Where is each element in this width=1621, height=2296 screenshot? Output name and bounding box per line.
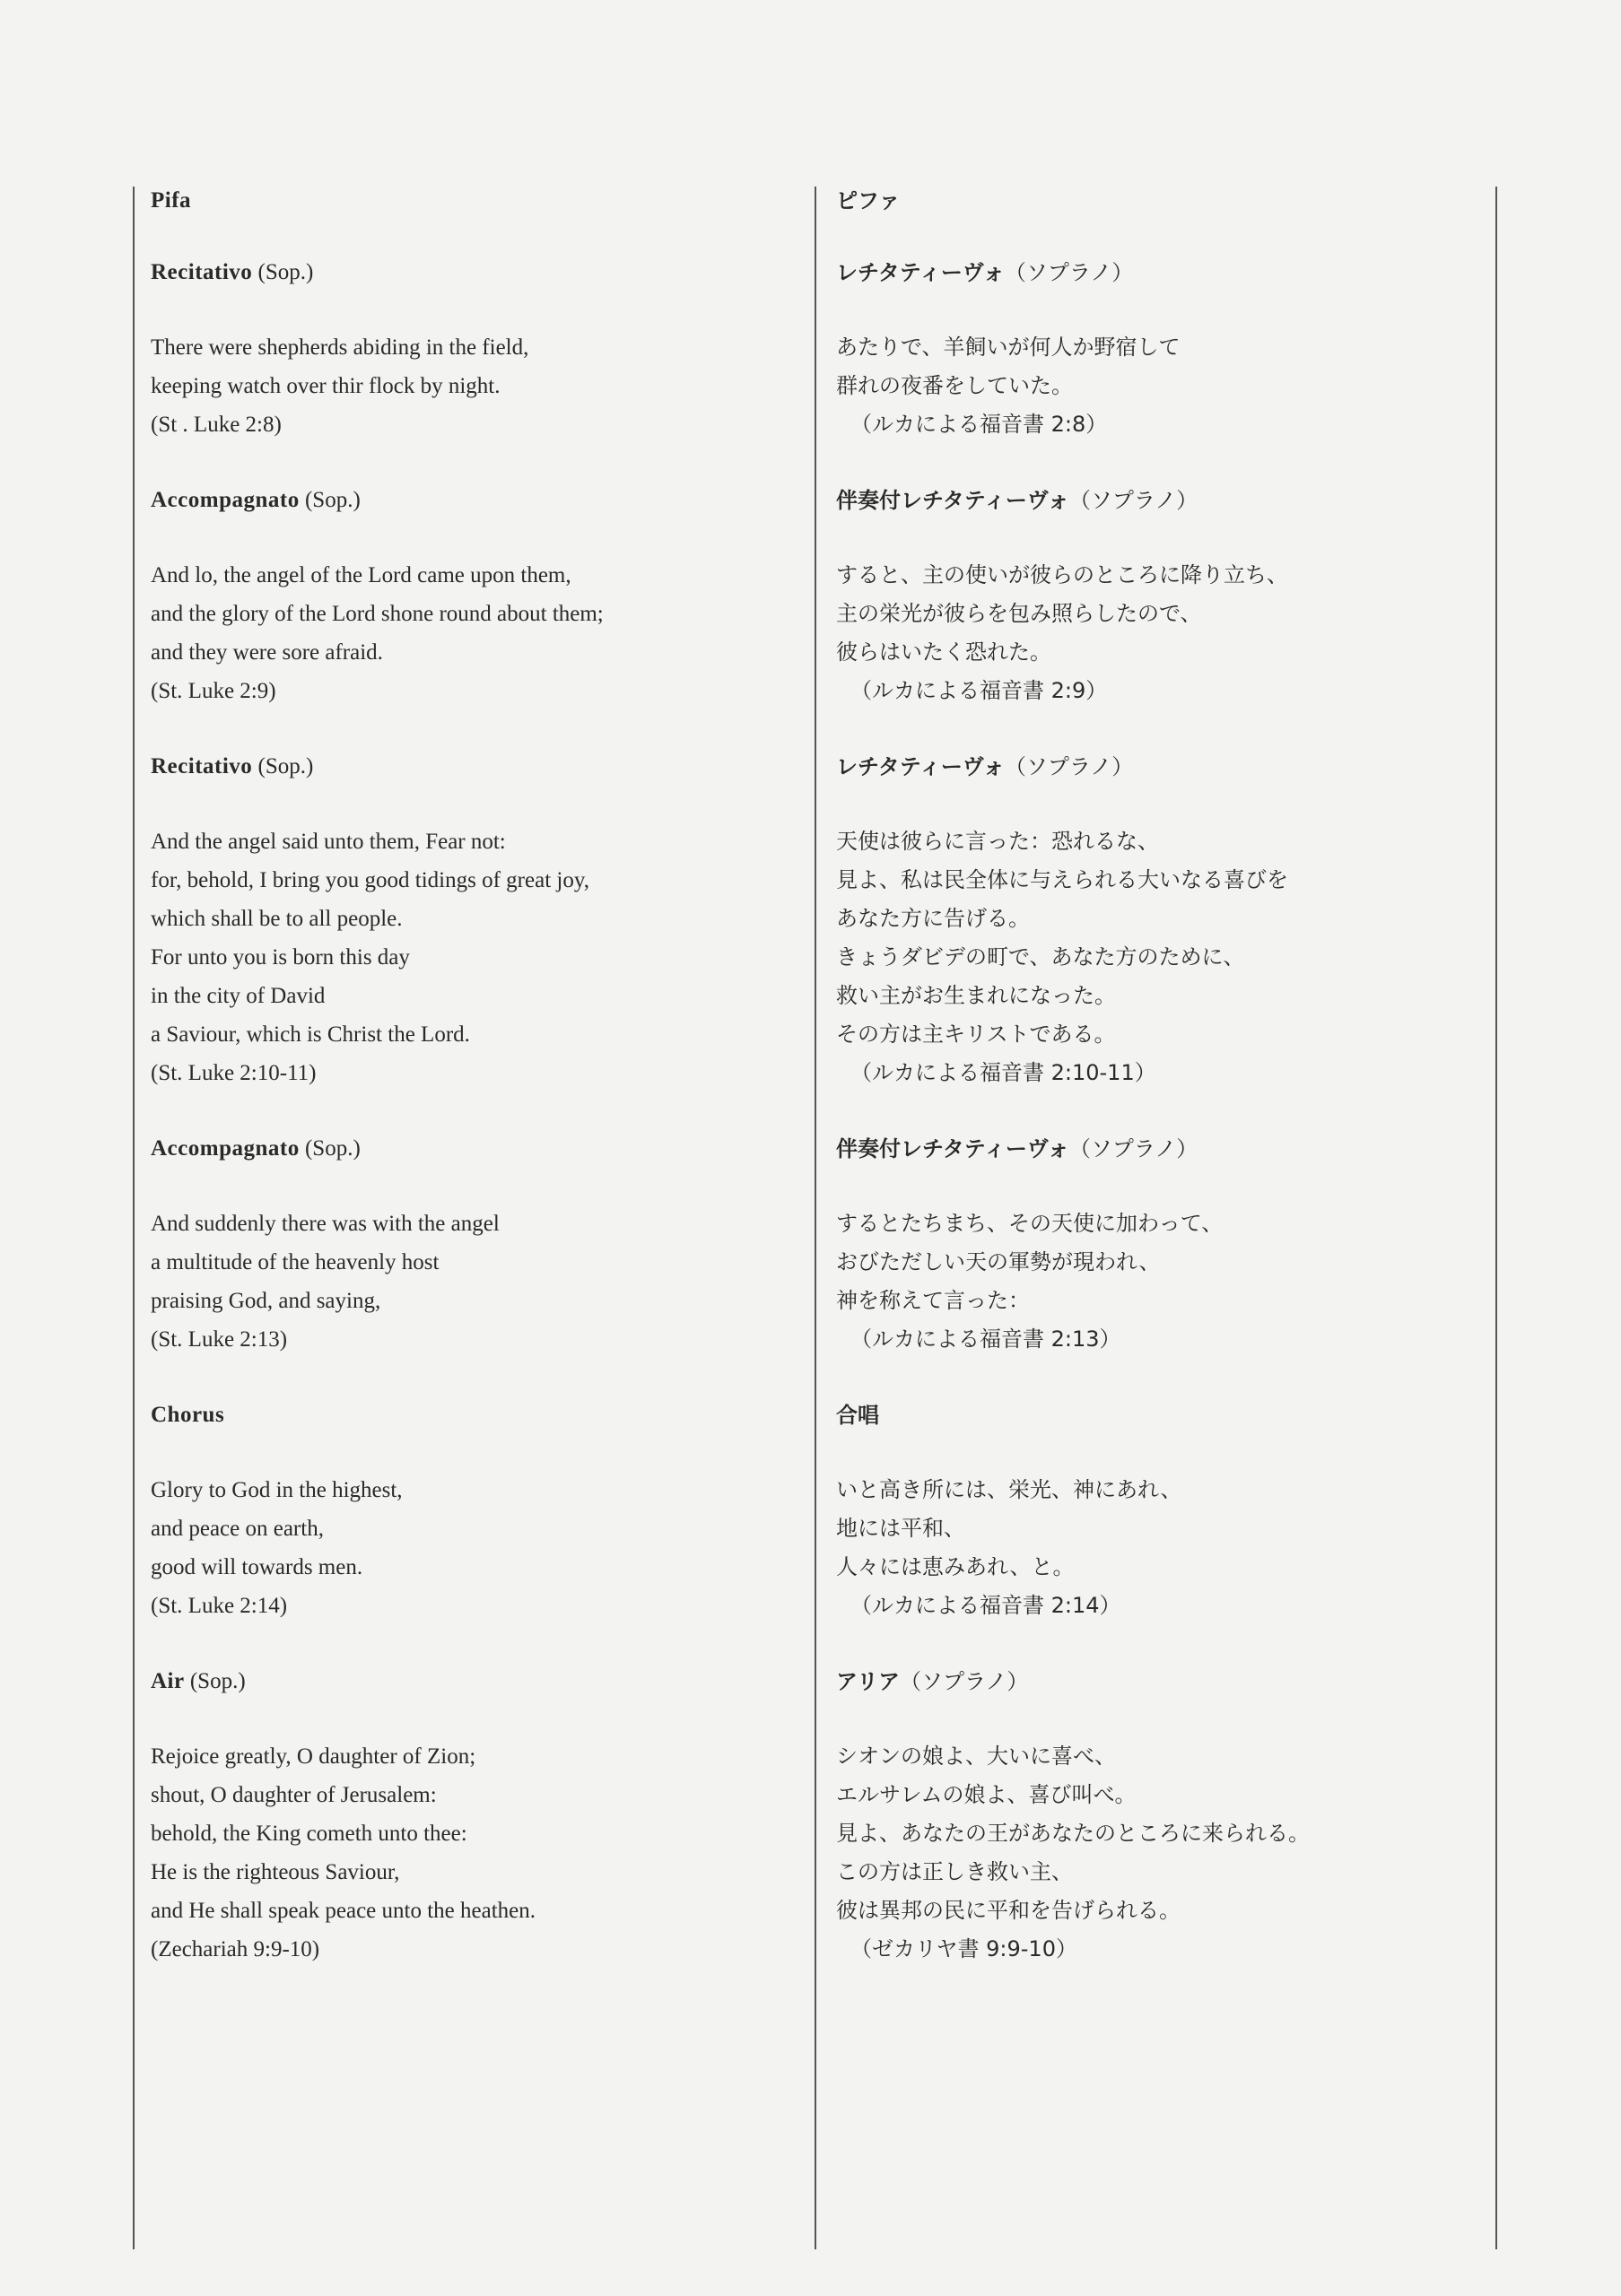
voice-label: (Sop.)	[257, 260, 314, 284]
voice-label: (Sop.)	[189, 1669, 246, 1693]
lyric-line: 救い主がお生まれになった。	[836, 983, 1116, 1008]
lyric-line: 天使は彼らに言った：恐れるな、	[836, 829, 1159, 854]
lyric-line: あなた方に告げる。	[836, 906, 1030, 931]
english-section	[151, 1399, 779, 1625]
lyric-line: この方は正しき救い主、	[836, 1859, 1073, 1884]
scripture-reference: （ルカによる福音書 2:9）	[850, 678, 1108, 703]
lyric-line: 神を称えて言った：	[836, 1288, 1030, 1313]
lyric-line: in the city of David	[151, 984, 326, 1008]
japanese-section	[836, 484, 1500, 710]
voice-label: （ソプラノ）	[1068, 488, 1198, 513]
lyric-line: shout, O daughter of Jerusalem:	[151, 1783, 437, 1807]
voice-label: (Sop.)	[304, 488, 361, 512]
lyric-line: There were shepherds abiding in the field,	[151, 335, 529, 360]
section-heading: アリア（ソプラノ）	[836, 1669, 1029, 1694]
lyric-line: 見よ、あなたの王があなたのところに来られる。	[836, 1821, 1310, 1846]
lyric-line: and the glory of the Lord shone round about them;	[151, 602, 604, 626]
scripture-reference: (St . Luke 2:8)	[151, 413, 282, 437]
english-section	[151, 257, 779, 444]
english-column	[151, 185, 779, 2009]
lyric-line: エルサレムの娘よ、喜び叫べ。	[836, 1782, 1137, 1807]
section-heading: Recitativo (Sop.)	[151, 260, 314, 284]
lyric-line: and He shall speak peace unto the heathen.	[151, 1899, 536, 1923]
lyric-line: a Saviour, which is Christ the Lord.	[151, 1022, 470, 1047]
lyric-line: For unto you is born this day	[151, 945, 410, 970]
lyric-line: He is the righteous Saviour,	[151, 1860, 400, 1884]
section-heading: Recitativo (Sop.)	[151, 754, 314, 778]
lyric-line: すると、主の使いが彼らのところに降り立ち、	[836, 562, 1288, 587]
voice-label: (Sop.)	[257, 754, 314, 778]
japanese-section	[836, 1665, 1500, 1969]
section-heading: レチタティーヴォ（ソプラノ）	[836, 260, 1134, 285]
lyric-line: which shall be to all people.	[151, 907, 403, 931]
scripture-reference: (St. Luke 2:14)	[151, 1594, 288, 1618]
lyric-line: And suddenly there was with the angel	[151, 1212, 500, 1236]
english-section	[151, 484, 779, 710]
scripture-reference: （ルカによる福音書 2:8）	[850, 412, 1108, 437]
lyric-line: シオンの娘よ、大いに喜べ、	[836, 1744, 1116, 1769]
lyric-line: 地には平和、	[836, 1516, 965, 1541]
lyric-line: おびただしい天の軍勢が現われ、	[836, 1249, 1161, 1274]
english-title: Pifa	[151, 188, 192, 213]
lyric-line: keeping watch over thir flock by night.	[151, 374, 501, 398]
lyric-line: 見よ、私は民全体に与えられる大いなる喜びを	[836, 867, 1288, 892]
japanese-column	[836, 185, 1500, 2009]
lyric-line: いと高き所には、栄光、神にあれ、	[836, 1477, 1182, 1502]
lyric-line: a multitude of the heavenly host	[151, 1250, 440, 1274]
scripture-reference: (St. Luke 2:13)	[151, 1327, 288, 1352]
japanese-section	[836, 1399, 1500, 1625]
lyric-line: praising God, and saying,	[151, 1289, 381, 1313]
section-heading: 合唱	[836, 1403, 879, 1428]
lyric-line: for, behold, I bring you good tidings of great joy,	[151, 868, 589, 892]
lyric-line: and peace on earth,	[151, 1517, 324, 1541]
english-section	[151, 751, 779, 1092]
scripture-reference: （ルカによる福音書 2:14）	[850, 1593, 1121, 1618]
lyric-line: behold, the King cometh unto thee:	[151, 1822, 467, 1846]
lyric-line: Glory to God in the highest,	[151, 1478, 403, 1502]
lyric-line: 彼らはいたく恐れた。	[836, 639, 1051, 665]
japanese-section	[836, 751, 1500, 1092]
voice-label: (Sop.)	[304, 1136, 361, 1161]
section-heading: 伴奏付レチタティーヴォ（ソプラノ）	[836, 488, 1198, 513]
lyric-line: good will towards men.	[151, 1555, 363, 1579]
lyric-line: and they were sore afraid.	[151, 640, 383, 665]
lyric-line: 群れの夜番をしていた。	[836, 373, 1073, 398]
lyric-line: Rejoice greatly, O daughter of Zion;	[151, 1744, 476, 1769]
section-heading: Accompagnato (Sop.)	[151, 1136, 361, 1161]
english-section	[151, 1665, 779, 1969]
voice-label: （ソプラノ）	[1004, 754, 1134, 779]
lyric-line: 人々には恵みあれ、と。	[836, 1554, 1075, 1579]
left-margin-rule	[133, 187, 135, 2249]
section-heading: Air (Sop.)	[151, 1669, 246, 1693]
japanese-title: ピファ	[836, 188, 901, 213]
center-divider-rule	[815, 187, 816, 2249]
lyric-line: きょうダビデの町で、あなた方のために、	[836, 944, 1245, 970]
scripture-reference: （ゼカリヤ書 9:9-10）	[850, 1936, 1077, 1961]
scripture-reference: (St. Luke 2:9)	[151, 679, 276, 703]
english-section	[151, 1133, 779, 1359]
lyric-line: And lo, the angel of the Lord came upon them,	[151, 563, 571, 587]
lyric-line: するとたちまち、その天使に加わって、	[836, 1211, 1224, 1236]
lyric-line: And the angel said unto them, Fear not:	[151, 830, 506, 854]
scripture-reference: （ルカによる福音書 2:13）	[850, 1326, 1121, 1352]
scripture-reference: （ルカによる福音書 2:10-11）	[850, 1060, 1156, 1085]
lyric-line: 彼は異邦の民に平和を告げられる。	[836, 1898, 1181, 1923]
japanese-section	[836, 257, 1500, 444]
japanese-section	[836, 1133, 1500, 1359]
voice-label: （ソプラノ）	[1004, 260, 1134, 285]
section-heading: 伴奏付レチタティーヴォ（ソプラノ）	[836, 1136, 1198, 1161]
lyric-line: 主の栄光が彼らを包み照らしたので、	[836, 601, 1202, 626]
voice-label: （ソプラノ）	[1068, 1136, 1198, 1161]
section-heading: Chorus	[151, 1403, 225, 1427]
scripture-reference: (St. Luke 2:10-11)	[151, 1061, 317, 1085]
lyric-line: あたりで、羊飼いが何人か野宿して	[836, 335, 1181, 360]
voice-label: （ソプラノ）	[900, 1669, 1029, 1694]
section-heading: レチタティーヴォ（ソプラノ）	[836, 754, 1134, 779]
lyric-line: その方は主キリストである。	[836, 1022, 1116, 1047]
section-heading: Accompagnato (Sop.)	[151, 488, 361, 512]
scripture-reference: (Zechariah 9:9-10)	[151, 1937, 320, 1961]
